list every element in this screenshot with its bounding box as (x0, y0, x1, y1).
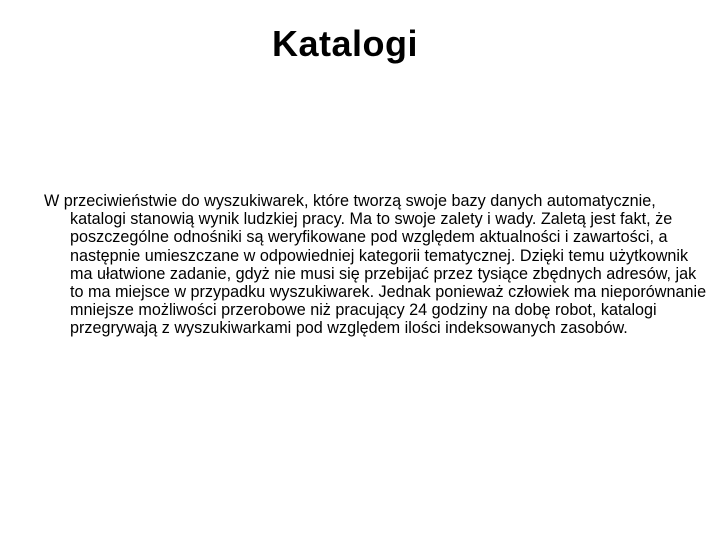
slide-title: Katalogi (271, 23, 418, 64)
slide-body-text: W przeciwieństwie do wyszukiwarek, które tworzą swoje bazy danych automatycznie, katalogi stanowią wynik ludzkiej pracy. Ma to swoje zalety i wady. Zaletą jest fakt, że poszczególne odnośniki są weryfikowane pod względem aktualności i zawartości, a następnie umieszczane w odpowiedniej kategorii tematycznej. Dzięki temu użytkownik ma ułatwione zadanie, gdyż nie musi się przebijać przez tysiące zbędnych adresów, jak to ma miejsce w przypadku wyszukiwarek. Jednak ponieważ człowiek ma nieporównanie mniejsze możliwości przerobowe niż pracujący 24 godziny na dobę robot, katalogi przegrywają z wyszukiwarkami pod względem ilości indeksowanych zasobów. (44, 192, 707, 338)
